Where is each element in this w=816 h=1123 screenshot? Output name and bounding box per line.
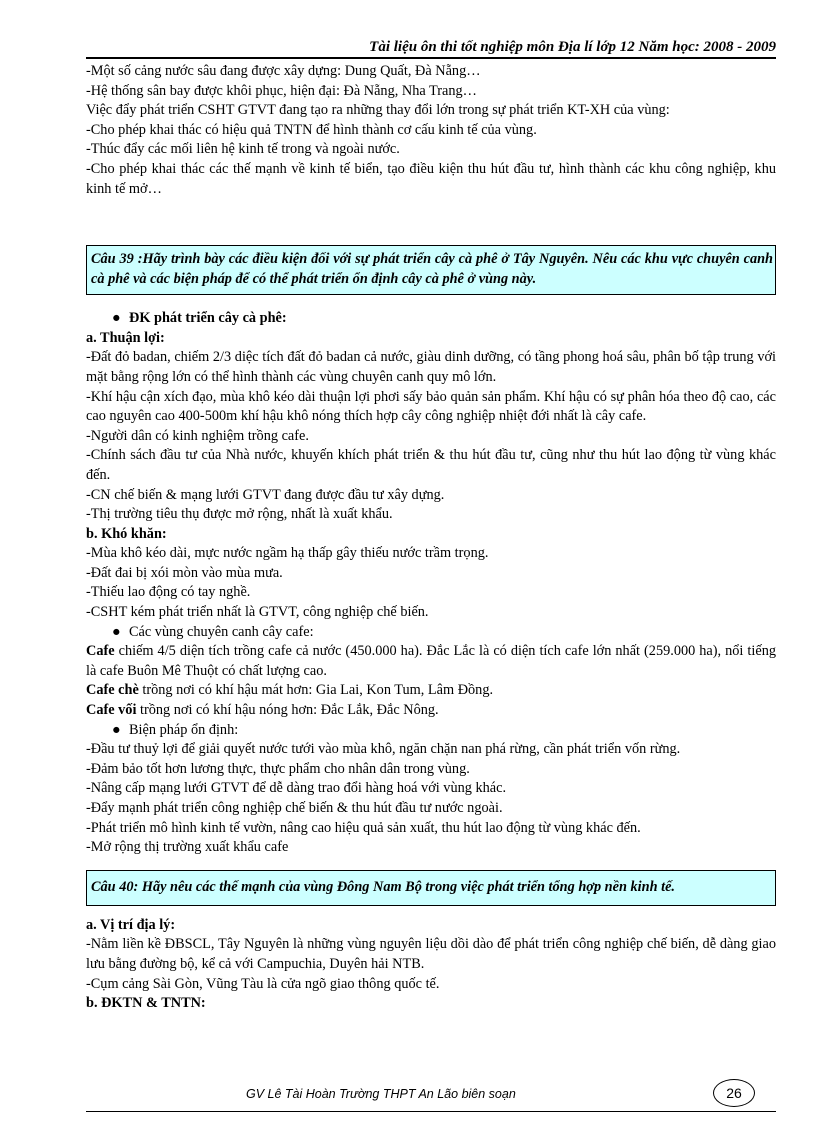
text-line: -Phát triển mô hình kinh tế vườn, nâng cao hiệu quả sản xuất, thu hút lao động từ vùng khác đến. [86, 819, 641, 836]
text-line: -Một số cảng nước sâu đang được xây dựng: Dung Quất, Đà Nẵng… [86, 63, 481, 79]
text-line: Cafe vối trồng nơi có khí hậu nóng hơn: Đắc Lắk, Đắc Nông. [86, 702, 439, 719]
text-line: -Đẩy mạnh phát triển công nghiệp chế biến & thu hút đầu tư nước ngoài. [86, 800, 503, 816]
bullet-icon: ● [112, 721, 121, 738]
text-line: -Cho phép khai thác các thế mạnh về kinh tế biển, tạo điều kiện thu hút đầu tư, hình thành các khu công nghiệp, khu kinh tế mở… [86, 160, 776, 197]
footer-author: GV Lê Tài Hoàn Trường THPT An Lão biên soạn [246, 1087, 516, 1101]
bullet-item: ● Các vùng chuyên canh cây cafe: [86, 623, 776, 643]
text-line: -Nâng cấp mạng lưới GTVT để dễ dàng trao đổi hàng hoá với vùng khác. [86, 780, 507, 797]
text-line: -Thiếu lao động có tay nghề. [86, 584, 251, 601]
text-line: -CN chế biến & mạng lưới GTVT đang được đầu tư xây dựng. [86, 486, 445, 503]
section-heading: a. Vị trí địa lý: [86, 916, 176, 933]
bullet-icon: ● [112, 310, 121, 327]
text-line: -Khí hậu cận xích đạo, mùa khô kéo dài thuận lợi phơi sấy bảo quản sản phẩm. Khí hậu có sự phân hóa theo độ cao, các cao nguyên cao 400-500m khí hậu khô nóng thích hợp cây công nghiệp nhiệt đới nhất là cây cafe. [86, 388, 776, 425]
page-number: 26 [713, 1079, 755, 1107]
text-line: -Đảm bảo tốt hơn lương thực, thực phẩm cho nhân dân trong vùng. [86, 760, 470, 777]
text-line: Cafe chiếm 4/5 diện tích trồng cafe cả nước (450.000 ha). Đắc Lắc là có diện tích cafe lớn nhất (259.000 ha), nổi tiếng là cafe Buôn Mê Thuột có chất lượng cao. [86, 643, 776, 679]
section-heading: b. ĐKTN & TNTN: [86, 995, 206, 1012]
text-line: -Đầu tư thuỷ lợi để giải quyết nước tưới vào mùa khô, ngăn chặn nan phá rừng, cần phát triển vốn rừng. [86, 741, 681, 758]
page-footer [86, 1079, 776, 1112]
bullet-icon: ● [112, 623, 121, 640]
bullet-item: ● Biện pháp ổn định: [86, 721, 776, 741]
text-line: -Cho phép khai thác có hiệu quả TNTN để hình thành cơ cấu kinh tế của vùng. [86, 121, 537, 138]
page-content [86, 62, 776, 1014]
text-line: -Đất đỏ badan, chiếm 2/3 diệc tích đất đỏ badan cả nước, giàu dinh dưỡng, có tầng phong hoá sâu, phân bố tập trung với mặt bằng rộng lớn có thể hình thành các vùng chuyên canh quy mô lớn. [86, 349, 776, 385]
text-line: -Mở rộng thị trường xuất khẩu cafe [86, 839, 289, 856]
text-line: Cafe chè trồng nơi có khí hậu mát hơn: Gia Lai, Kon Tum, Lâm Đồng. [86, 682, 494, 699]
bullet-item: ● ĐK phát triển cây cà phê: [86, 309, 776, 329]
text-line: -Cụm cảng Sài Gòn, Vũng Tàu là cửa ngõ giao thông quốc tế. [86, 975, 440, 992]
text-line: -Mùa khô kéo dài, mực nước ngầm hạ thấp gây thiếu nước trầm trọng. [86, 545, 489, 562]
text-line: -Thị trường tiêu thụ được mở rộng, nhất là xuất khẩu. [86, 506, 393, 523]
section-heading: a. Thuận lợi: [86, 329, 165, 346]
text-line: -Nằm liền kề ĐBSCL, Tây Nguyên là những vùng nguyên liệu dồi dào để phát triển công nghiệp chế biến, dễ dàng giao lưu bằng đường bộ, kể cả với Campuchia, Duyên hải NTB. [86, 936, 776, 972]
text-line: Việc đẩy phát triển CSHT GTVT đang tạo ra những thay đổi lớn trong sự phát triển KT-XH của vùng: [86, 102, 670, 119]
question-39-box: Câu 39 :Hãy trình bày các điều kiện đối với sự phát triển cây cà phê ở Tây Nguyên. Nêu các khu vực chuyên canh cà phê và các biện pháp để có thể phát triển ổn định cây cà phê ở vùng này. [86, 245, 776, 295]
text-line: -CSHT kém phát triển nhất là GTVT, công nghiệp chế biến. [86, 604, 429, 621]
page-header: Tài liệu ôn thi tốt nghiệp môn Địa lí lớp 12 Năm học: 2008 - 2009 [86, 38, 776, 59]
section-heading: b. Khó khăn: [86, 525, 167, 542]
text-line: -Người dân có kinh nghiệm trồng cafe. [86, 427, 309, 444]
question-40-box: Câu 40: Hãy nêu các thế mạnh của vùng Đông Nam Bộ trong việc phát triển tổng hợp nền kinh tế. [86, 870, 776, 906]
text-line: -Hệ thống sân bay được khôi phục, hiện đại: Đà Nẵng, Nha Trang… [86, 82, 477, 99]
text-line: -Thúc đẩy các mối liên hệ kinh tế trong và ngoài nước. [86, 141, 400, 158]
text-line: -Chính sách đầu tư của Nhà nước, khuyến khích phát triển & thu hút đầu tư, cũng như thu hút lao động từ vùng khác đến. [86, 447, 776, 483]
text-line: -Đất đai bị xói mòn vào mùa mưa. [86, 564, 283, 581]
